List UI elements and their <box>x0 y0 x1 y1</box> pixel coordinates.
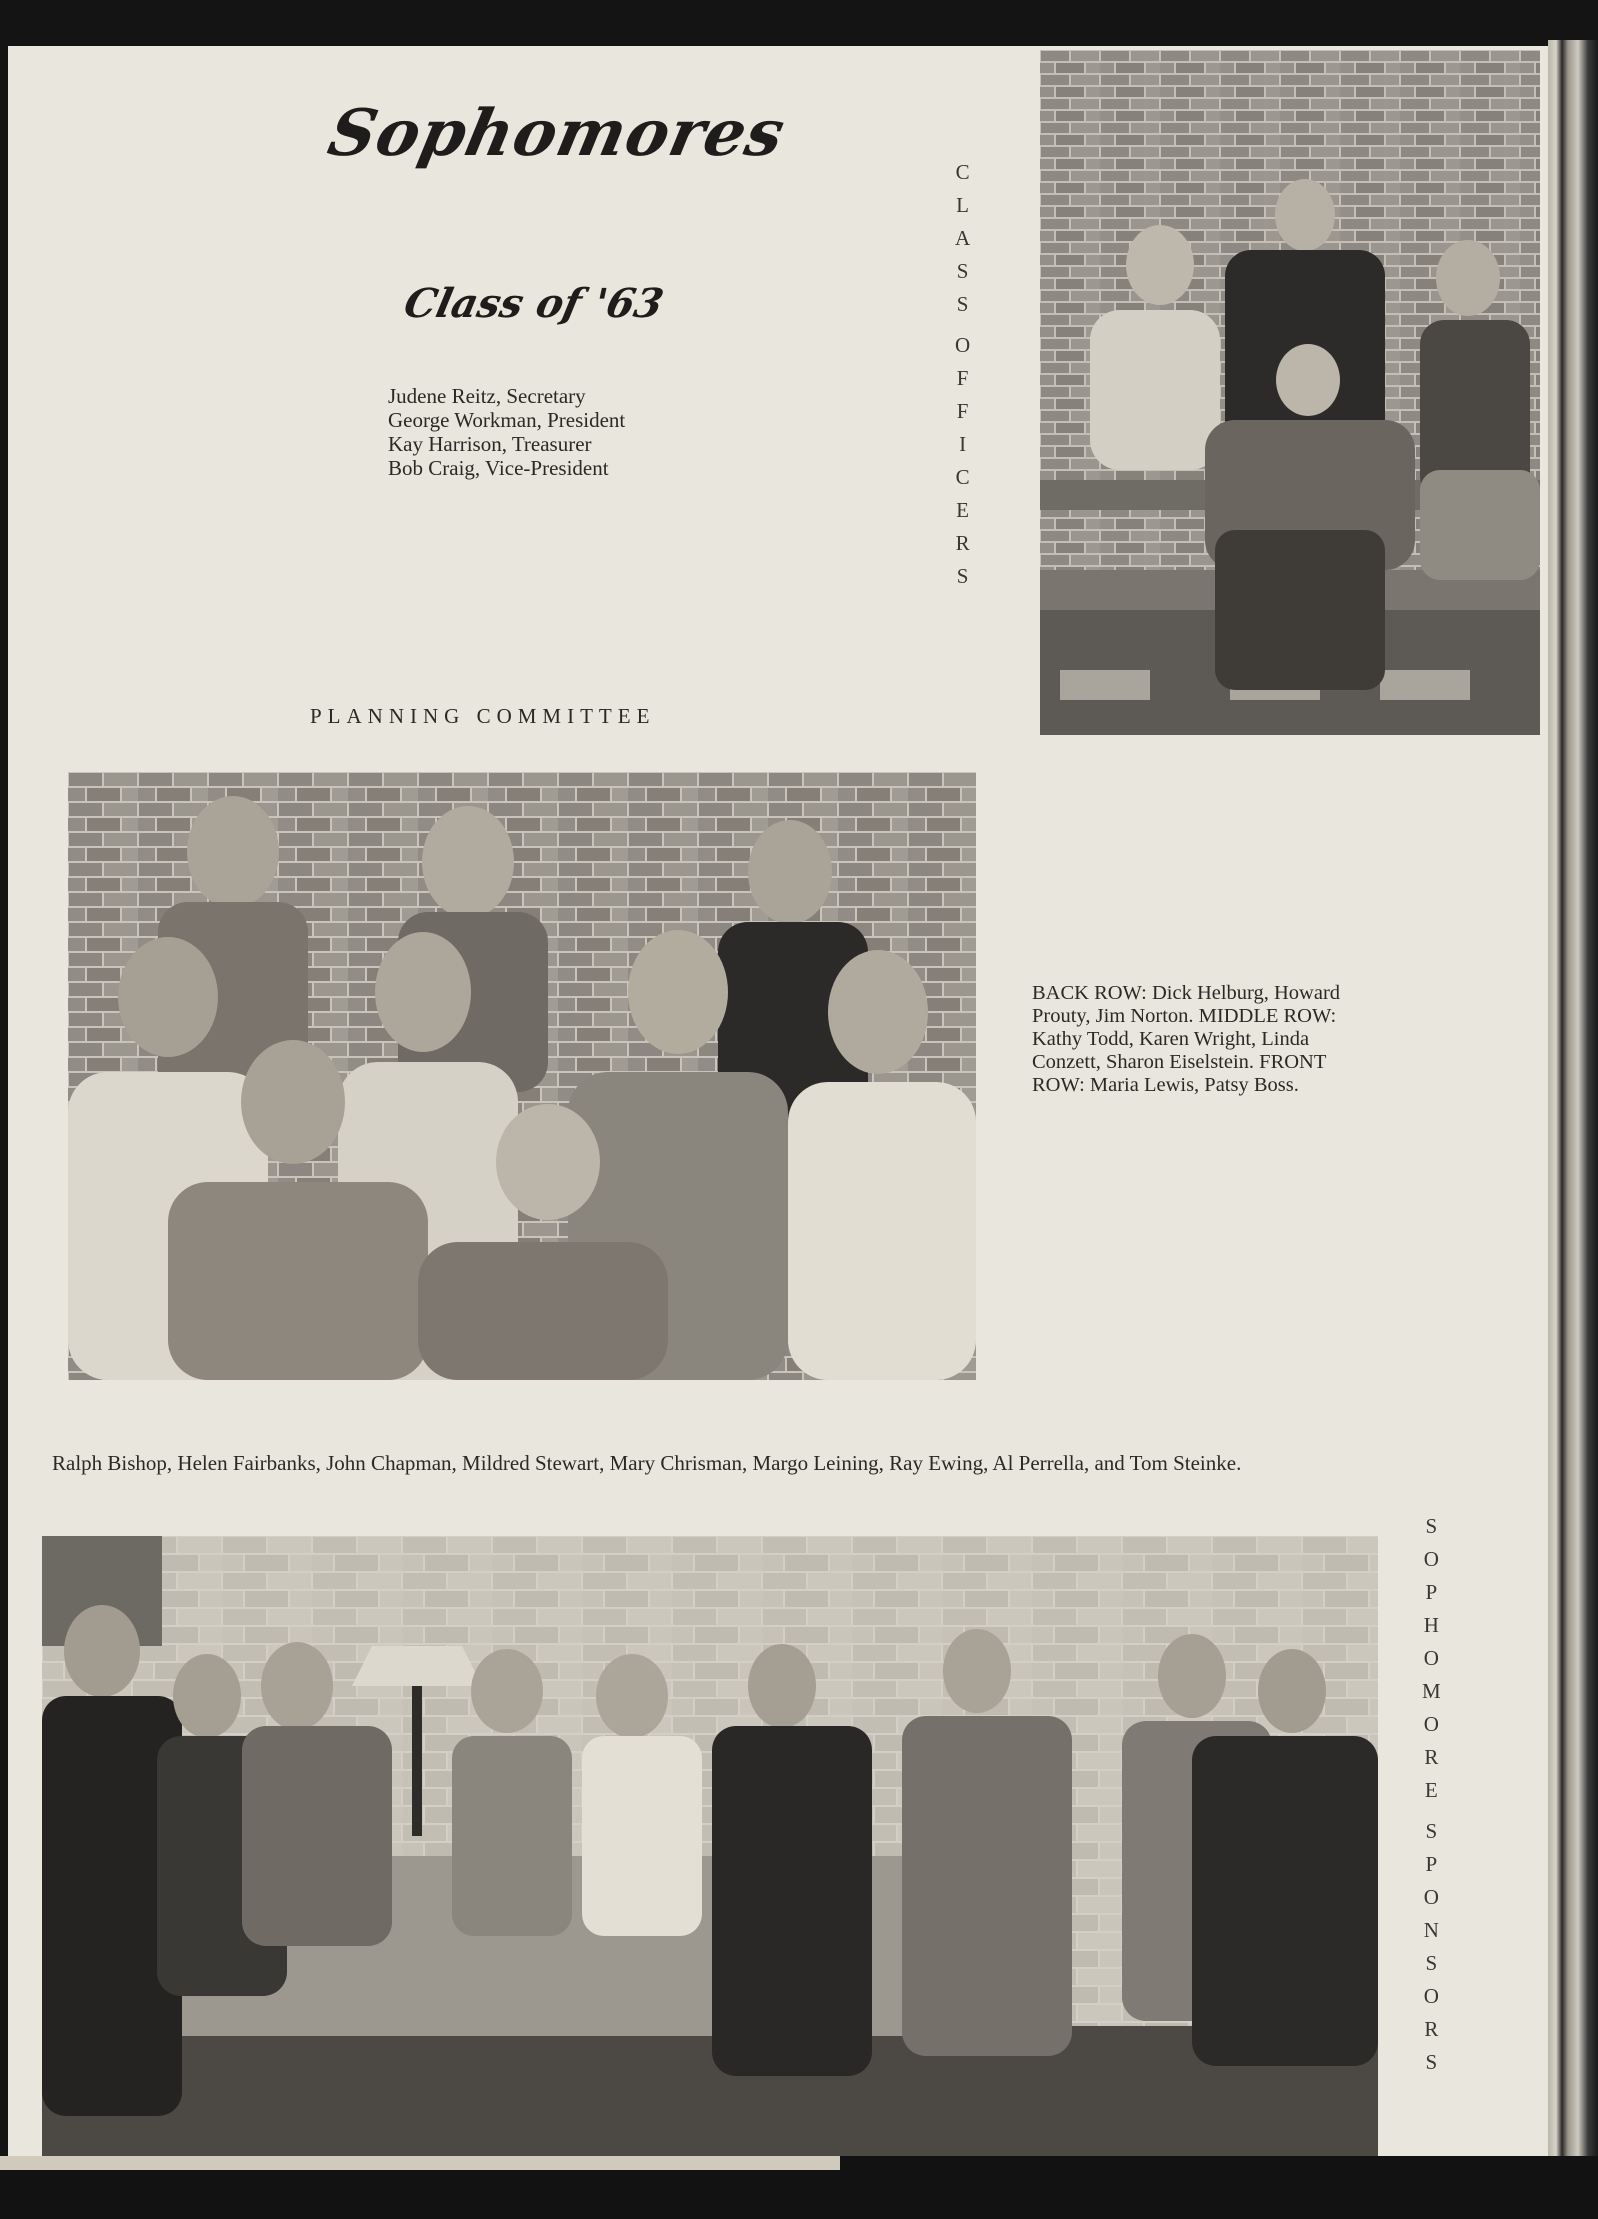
vertical-letter: O <box>1423 1984 1439 2008</box>
vertical-letter: R <box>1424 1745 1439 1769</box>
planning-committee-heading: PLANNING COMMITTEE <box>310 704 656 728</box>
vertical-letter: O <box>955 333 971 357</box>
page-subtitle: Class of '63 <box>400 280 668 327</box>
vertical-letter: H <box>1423 1613 1439 1637</box>
vertical-letter: O <box>1423 1885 1439 1909</box>
class-officers-vertical-label <box>955 156 970 593</box>
officer-line: Kay Harrison, Treasurer <box>388 432 592 456</box>
vertical-letter: E <box>956 498 969 522</box>
officer-line: Judene Reitz, Secretary <box>388 384 586 408</box>
vertical-letter: S <box>956 292 969 316</box>
vertical-letter: F <box>956 366 969 390</box>
sponsors-caption: Ralph Bishop, Helen Fairbanks, John Chapman, Mildred Stewart, Mary Chrisman, Margo Leining, Ray Ewing, Al Perrella, and Tom Steinke. <box>52 1451 1242 1475</box>
vertical-letter: S <box>1425 2050 1438 2074</box>
vertical-letter: I <box>959 432 967 456</box>
vertical-letter: R <box>955 531 970 555</box>
class-officers-photo <box>1040 50 1540 735</box>
vertical-letter: N <box>1423 1918 1439 1942</box>
vertical-letter: S <box>1425 1514 1438 1538</box>
vertical-letter: S <box>956 259 969 283</box>
vertical-letter: P <box>1425 1852 1438 1876</box>
vertical-letter: A <box>955 226 971 250</box>
sophomore-sponsors-photo <box>42 1536 1378 2156</box>
book-binding-edge <box>1548 40 1598 2170</box>
officer-line: George Workman, President <box>388 408 626 432</box>
vertical-letter: L <box>956 193 969 217</box>
sophomore-sponsors-vertical-label <box>1422 1510 1441 2079</box>
vertical-letter: S <box>956 564 969 588</box>
vertical-letter: O <box>1423 1646 1439 1670</box>
vertical-letter: M <box>1422 1679 1441 1703</box>
page-title: Sophomores <box>322 96 792 171</box>
vertical-letter: C <box>955 465 970 489</box>
planning-committee-caption: BACK ROW: Dick Helburg, Howard Prouty, Jim Norton. MIDDLE ROW: Kathy Todd, Karen Wright, Linda Conzett, Sharon Eiselstein. FRONT ROW: Maria Lewis, Patsy Boss. <box>1032 982 1341 1096</box>
vertical-letter: S <box>1425 1819 1438 1843</box>
vertical-letter: S <box>1425 1951 1438 1975</box>
officers-list <box>388 384 625 480</box>
vertical-letter: O <box>1423 1547 1439 1571</box>
vertical-letter: P <box>1425 1580 1438 1604</box>
vertical-letter: C <box>955 160 970 184</box>
officer-line: Bob Craig, Vice-President <box>388 456 609 480</box>
page-bottom-strip <box>0 2156 840 2170</box>
planning-committee-photo <box>68 772 976 1380</box>
vertical-letter: R <box>1424 2017 1439 2041</box>
vertical-letter: F <box>956 399 969 423</box>
vertical-letter: O <box>1423 1712 1439 1736</box>
vertical-letter: E <box>1424 1778 1438 1802</box>
